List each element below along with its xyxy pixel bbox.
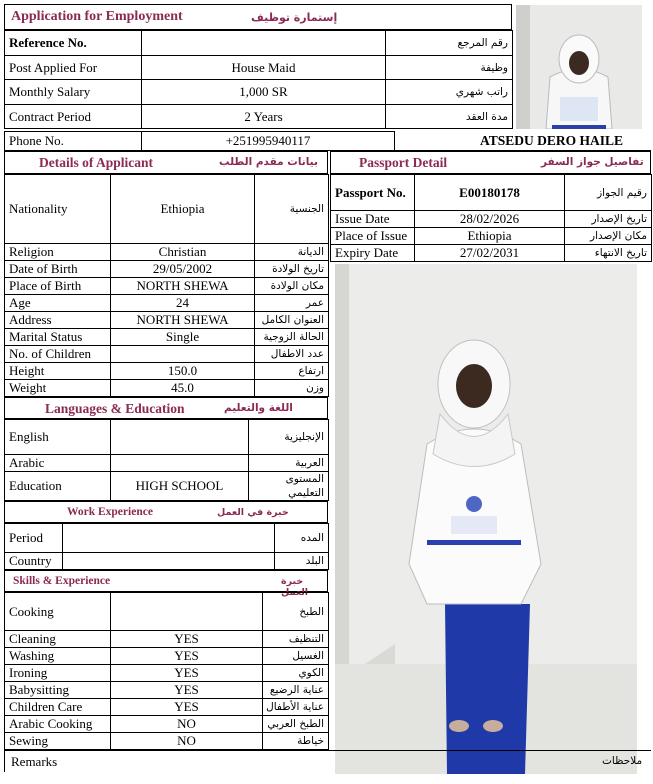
applicant-row-label: Date of Birth <box>5 261 111 278</box>
applicant-row-label-ar: عدد الاطفال <box>255 346 329 363</box>
applicant-row <box>5 380 329 397</box>
skill-row-label: Babysitting <box>5 682 111 699</box>
reference-label: Reference No. <box>5 31 142 56</box>
skills-table <box>4 592 329 750</box>
work-table <box>4 523 329 570</box>
language-row-label: English <box>5 420 111 455</box>
skill-row-value: YES <box>111 665 263 682</box>
remarks-label: Remarks <box>11 754 58 769</box>
skill-row <box>5 631 329 648</box>
applicant-row-value: 45.0 <box>111 380 255 397</box>
headshot-figure-icon <box>516 5 642 129</box>
applicant-row <box>5 312 329 329</box>
form-title-bar <box>4 4 512 30</box>
applicant-row <box>5 244 329 261</box>
phone-value: +251995940117 <box>142 132 395 151</box>
applicant-row-value: Christian <box>111 244 255 261</box>
skill-row <box>5 648 329 665</box>
skill-row <box>5 699 329 716</box>
applicant-heading-en: Details of Applicant <box>39 155 154 170</box>
applicant-row-label-ar: ارتفاع <box>255 363 329 380</box>
contract-label: Contract Period <box>5 105 142 129</box>
language-row <box>5 472 329 501</box>
work-heading-en: Work Experience <box>67 506 153 518</box>
applicant-row-label-ar: الديانة <box>255 244 329 261</box>
skill-row <box>5 665 329 682</box>
skill-row-label-ar: خياطة <box>263 733 329 750</box>
skill-row-label: Washing <box>5 648 111 665</box>
full-body-photo <box>335 264 637 774</box>
skill-row-value: YES <box>111 648 263 665</box>
passport-heading-en: Passport Detail <box>359 155 448 170</box>
skill-row-value: YES <box>111 631 263 648</box>
skills-heading-ar: خبرة العمل <box>281 576 309 598</box>
applicant-row <box>5 278 329 295</box>
applicant-row-label-ar: الحالة الزوجية <box>255 329 329 346</box>
post-label: Post Applied For <box>5 56 142 80</box>
salary-label-ar: راتب شهري <box>386 80 513 105</box>
passport-row-label: Expiry Date <box>331 245 415 262</box>
applicant-row-value: NORTH SHEWA <box>111 278 255 295</box>
remarks-label-ar: ملاحظات <box>602 755 643 767</box>
phone-label: Phone No. <box>5 132 142 151</box>
contract-value: 2 Years <box>142 105 386 129</box>
applicant-row-label-ar: الجنسية <box>255 175 329 244</box>
skill-row-value: NO <box>111 733 263 750</box>
passport-row <box>331 228 652 245</box>
language-row <box>5 420 329 455</box>
language-row-label-ar: العربية <box>249 455 329 472</box>
work-row-label-ar: البلد <box>275 553 329 570</box>
passport-table <box>330 174 652 262</box>
skill-row <box>5 593 329 631</box>
applicant-row-label-ar: مكان الولادة <box>255 278 329 295</box>
passport-row-value: E00180178 <box>415 175 565 211</box>
applicant-row-value <box>111 346 255 363</box>
skill-row-value: YES <box>111 699 263 716</box>
work-row-label: Country <box>5 553 63 570</box>
skill-row-label-ar: عناية الرضيع <box>263 682 329 699</box>
applicant-row-label-ar: تاريخ الولادة <box>255 261 329 278</box>
languages-table <box>4 419 329 501</box>
applicant-row-label: Age <box>5 295 111 312</box>
applicant-row <box>5 295 329 312</box>
passport-row-label: Issue Date <box>331 211 415 228</box>
applicant-row-label: Weight <box>5 380 111 397</box>
passport-heading-ar: تفاصيل جواز السفر <box>541 156 644 168</box>
applicant-row-label: Place of Birth <box>5 278 111 295</box>
work-row-value <box>63 553 275 570</box>
skill-row-label-ar: الغسيل <box>263 648 329 665</box>
applicant-row <box>5 346 329 363</box>
skills-heading-en: Skills & Experience <box>13 575 111 587</box>
applicant-heading <box>4 151 328 174</box>
skill-row-label: Cleaning <box>5 631 111 648</box>
skill-row-value <box>111 593 263 631</box>
passport-row-label-ar: تاريخ الانتهاء <box>565 245 652 262</box>
language-row-value <box>111 455 249 472</box>
passport-row <box>331 245 652 262</box>
skill-row <box>5 716 329 733</box>
applicant-row-value: Single <box>111 329 255 346</box>
work-heading-ar: خبرة في العمل <box>217 507 289 518</box>
header-table <box>4 30 513 129</box>
work-heading <box>4 501 328 523</box>
salary-value: 1,000 SR <box>142 80 386 105</box>
applicant-table <box>4 174 329 397</box>
applicant-name: ATSEDU DERO HAILE <box>480 133 624 148</box>
skill-row-value: NO <box>111 716 263 733</box>
applicant-row-value: 24 <box>111 295 255 312</box>
applicant-row-label: Height <box>5 363 111 380</box>
applicant-row <box>5 261 329 278</box>
reference-value <box>142 31 386 56</box>
applicant-row <box>5 175 329 244</box>
passport-row-label-ar: رقيم الجواز <box>565 175 652 211</box>
skill-row-label-ar: التنظيف <box>263 631 329 648</box>
passport-row-label: Passport No. <box>331 175 415 211</box>
skill-row-label: Arabic Cooking <box>5 716 111 733</box>
reference-label-ar: رقم المرجع <box>386 31 513 56</box>
form-title-ar: إستمارة توظيف <box>251 11 338 24</box>
language-row-label-ar: الإنجليزية <box>249 420 329 455</box>
skill-row-label-ar: الكوي <box>263 665 329 682</box>
passport-row-value: Ethiopia <box>415 228 565 245</box>
language-row-label-ar: المستوى التعليمي <box>249 472 329 501</box>
salary-label: Monthly Salary <box>5 80 142 105</box>
applicant-row-label: No. of Children <box>5 346 111 363</box>
skill-row-label: Children Care <box>5 699 111 716</box>
language-row-value: HIGH SCHOOL <box>111 472 249 501</box>
work-row-label-ar: المده <box>275 524 329 553</box>
languages-heading-en: Languages & Education <box>45 401 185 416</box>
skill-row <box>5 682 329 699</box>
languages-heading <box>4 397 328 419</box>
passport-row-label: Place of Issue <box>331 228 415 245</box>
applicant-row-label: Address <box>5 312 111 329</box>
applicant-row-value: NORTH SHEWA <box>111 312 255 329</box>
passport-row-label-ar: تاريخ الإصدار <box>565 211 652 228</box>
work-row-value <box>63 524 275 553</box>
language-row-label: Arabic <box>5 455 111 472</box>
remarks-row <box>4 750 651 772</box>
passport-row-value: 27/02/2031 <box>415 245 565 262</box>
post-label-ar: وظيفة <box>386 56 513 80</box>
applicant-row <box>5 363 329 380</box>
post-value: House Maid <box>142 56 386 80</box>
skill-row-label-ar: الطبخ <box>263 593 329 631</box>
form-title-en: Application for Employment <box>11 9 183 24</box>
full-body-figure-icon <box>335 264 637 774</box>
work-row <box>5 524 329 553</box>
applicant-heading-ar: بيانات مقدم الطلب <box>219 156 318 168</box>
skill-row-label-ar: عناية الأطفال <box>263 699 329 716</box>
applicant-row <box>5 329 329 346</box>
language-row-label: Education <box>5 472 111 501</box>
language-row-value <box>111 420 249 455</box>
skill-row-label: Cooking <box>5 593 111 631</box>
skill-row-label-ar: الطبخ العربي <box>263 716 329 733</box>
phone-row <box>4 131 395 151</box>
passport-row <box>331 211 652 228</box>
applicant-row-label: Marital Status <box>5 329 111 346</box>
applicant-row-label: Religion <box>5 244 111 261</box>
applicant-row-label-ar: عمر <box>255 295 329 312</box>
languages-heading-ar: اللغة والتعليم <box>224 402 293 414</box>
applicant-row-label-ar: وزن <box>255 380 329 397</box>
headshot-photo <box>516 5 642 129</box>
skill-row-value: YES <box>111 682 263 699</box>
applicant-row-label-ar: العنوان الكامل <box>255 312 329 329</box>
work-row-label: Period <box>5 524 63 553</box>
applicant-row-value: 29/05/2002 <box>111 261 255 278</box>
applicant-row-value: 150.0 <box>111 363 255 380</box>
applicant-row-value: Ethiopia <box>111 175 255 244</box>
applicant-row-label: Nationality <box>5 175 111 244</box>
skill-row <box>5 733 329 750</box>
passport-row-value: 28/02/2026 <box>415 211 565 228</box>
contract-label-ar: مدة العقد <box>386 105 513 129</box>
passport-row-label-ar: مكان الإصدار <box>565 228 652 245</box>
passport-heading <box>330 151 651 174</box>
skill-row-label: Ironing <box>5 665 111 682</box>
passport-row <box>331 175 652 211</box>
language-row <box>5 455 329 472</box>
work-row <box>5 553 329 570</box>
skill-row-label: Sewing <box>5 733 111 750</box>
skills-heading <box>4 570 328 598</box>
